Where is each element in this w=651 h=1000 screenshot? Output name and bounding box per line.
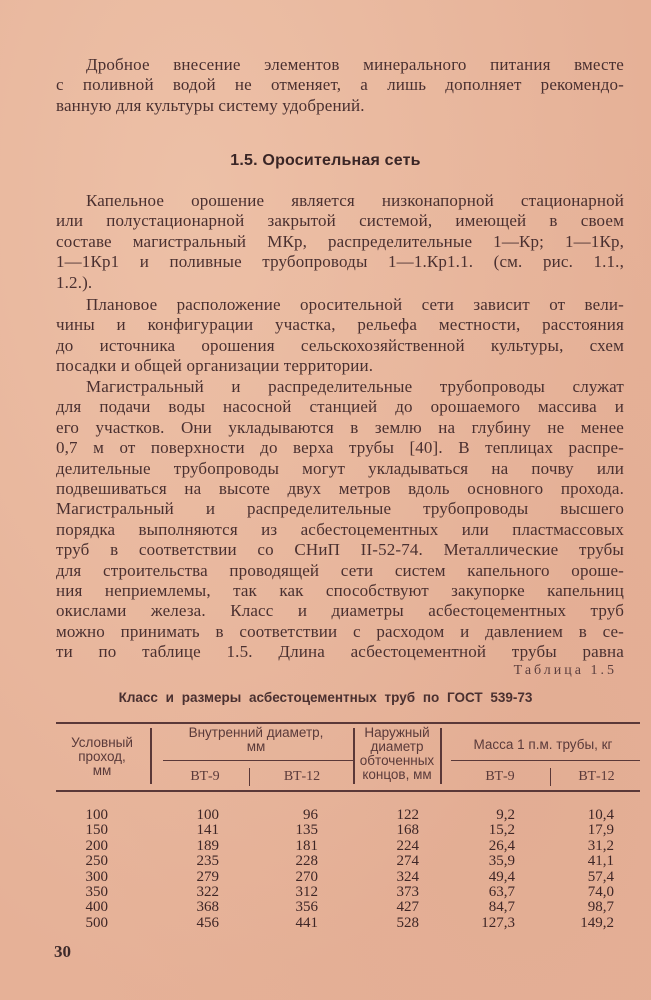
- text-line: ния неприемлемы, так как способствуют закупорке капельниц: [56, 581, 624, 601]
- header-line: проход,: [78, 749, 126, 764]
- text-line: подвешиваться на высоте двух метров вдоль основного прохода.: [56, 479, 624, 499]
- table-cell: 373: [396, 884, 419, 900]
- table-cell: 63,7: [488, 884, 515, 900]
- paragraph-fertilizer: [56, 55, 624, 116]
- text-line: чины и конфигурации участка, рельефа местности, расстояния: [56, 315, 624, 335]
- text-line: Дробное внесение элементов минерального питания вместе: [86, 55, 624, 74]
- paragraph-drip-irrigation: [56, 191, 624, 293]
- paragraph-layout: [56, 295, 624, 377]
- text-line: Капельное орошение является низконапорной стационарной: [86, 191, 624, 210]
- table-cell: 100: [85, 807, 108, 823]
- text-line: до источника орошения сельскохозяйственной культуры, схем: [56, 335, 624, 355]
- table-cell: 17,9: [587, 822, 614, 839]
- header-outer-diameter: [354, 726, 440, 782]
- text-line: можно принимать в соответствии с расходом и давлением в се-: [56, 621, 624, 641]
- table-title: Класс и размеры асбестоцементных труб по ГОСТ 539-73: [118, 690, 533, 705]
- table-cell: 200: [85, 837, 108, 854]
- table-cell: 456: [196, 914, 219, 931]
- table-cell: 250: [85, 853, 108, 870]
- table-cell: 427: [396, 899, 419, 916]
- table-cell: 270: [295, 868, 318, 885]
- text-line: окислами железа. Класс и диаметры асбестоцементных труб: [56, 601, 624, 621]
- table-cell: 322: [196, 884, 219, 900]
- column-divider: [249, 768, 250, 786]
- text-line: с поливной водой не отменяет, а лишь дополняет рекомендо-: [56, 75, 624, 95]
- text-line: 1—1Кр1 и поливные трубопроводы 1—1.Кр1.1. (см. рис. 1.1.,: [56, 252, 624, 272]
- text-line: ванную для культуры систему удобрений.: [56, 95, 365, 115]
- table-cell: 350: [85, 884, 108, 900]
- header-inner-bt12: ВТ-12: [283, 769, 321, 784]
- table-cell: 168: [396, 822, 419, 839]
- table-header-rule: [56, 790, 640, 792]
- header-line: мм: [92, 763, 112, 778]
- text-line: Магистральный и распределительные трубопроводы служат: [86, 377, 624, 396]
- text-line: 1.2.).: [56, 272, 93, 292]
- table-cell: 235: [196, 853, 219, 870]
- table-cell: 49,4: [488, 868, 515, 885]
- table-cell: 96: [303, 807, 318, 823]
- paragraph-pipelines: [56, 377, 624, 663]
- inner-diameter-subrule: [163, 760, 353, 761]
- header-line: Внутренний диаметр,: [188, 725, 324, 740]
- table-cell: 98,7: [587, 899, 614, 916]
- header-inner-bt9: ВТ-9: [190, 769, 220, 784]
- header-mass-bt9: ВТ-9: [485, 769, 515, 784]
- table-cell: 100: [196, 807, 219, 823]
- table-cell: 141: [196, 822, 219, 839]
- header-inner-diameter: [156, 726, 356, 754]
- table-cell: 274: [396, 853, 419, 870]
- table-cell: 41,1: [587, 853, 614, 870]
- table-label: Таблица 1.5: [513, 663, 617, 678]
- table-cell: 181: [295, 837, 318, 854]
- text-line: труб в соответствии со СНиП II-52-74. Металлические трубы: [56, 540, 624, 560]
- table-cell: 356: [295, 899, 318, 916]
- section-title: 1.5. Оросительная сеть: [230, 152, 421, 169]
- text-line: составе магистральный МКр, распределительные 1—Кр; 1—1Кр,: [56, 231, 624, 251]
- table-cell: 324: [396, 868, 419, 885]
- table-cell: 15,2: [488, 822, 515, 839]
- table-cell: 368: [196, 899, 219, 916]
- text-line: его участков. Они укладываются в землю на глубину не менее: [56, 417, 624, 437]
- table-cell: 35,9: [488, 853, 515, 870]
- text-line: Плановое расположение оросительной сети зависит от вели-: [86, 295, 624, 314]
- mass-subrule: [451, 760, 640, 761]
- header-mass: Масса 1 п.м. трубы, кг: [473, 737, 613, 752]
- table-cell: 300: [85, 868, 108, 885]
- header-line: обточенных: [359, 753, 435, 768]
- table-cell: 500: [85, 914, 108, 931]
- header-line: мм: [246, 739, 266, 754]
- table-cell: 400: [85, 899, 108, 916]
- text-line: делительные трубопроводы могут укладываться на почву или: [56, 458, 624, 478]
- text-line: 0,7 м от поверхности до верха трубы [40]. В теплицах распре-: [56, 438, 624, 458]
- header-mass-bt12: ВТ-12: [578, 769, 615, 784]
- column-divider: [440, 728, 442, 784]
- table-cell: 189: [196, 837, 219, 854]
- table-cell: 150: [85, 822, 108, 839]
- text-line: Магистральный и распределительные трубопроводы высшего: [56, 499, 624, 519]
- header-nominal-size: [56, 736, 148, 778]
- table-cell: 9,2: [496, 807, 515, 823]
- table-cell: 84,7: [488, 899, 515, 916]
- table-cell: 31,2: [587, 837, 614, 854]
- table-cell: 528: [396, 914, 419, 931]
- table-top-rule: [56, 722, 640, 724]
- table-cell: 122: [396, 807, 419, 823]
- table-cell: 135: [295, 822, 318, 839]
- page-number: 30: [54, 942, 71, 961]
- table-cell: 279: [196, 868, 219, 885]
- header-line: Условный: [71, 735, 133, 750]
- header-line: концов, мм: [362, 767, 432, 782]
- table-cell: 149,2: [580, 914, 614, 931]
- text-line: посадки и общей организации территории.: [56, 356, 374, 376]
- header-line: диаметр: [370, 739, 424, 754]
- table-cell: 224: [396, 837, 419, 854]
- text-line: ти по таблице 1.5. Длина асбестоцементной трубы равна: [56, 642, 624, 662]
- header-line: Наружный: [364, 725, 430, 740]
- table-cell: 74,0: [587, 884, 614, 900]
- table-cell: 127,3: [481, 914, 515, 931]
- text-line: порядка выполняются из асбестоцементных или пластмассовых: [56, 519, 624, 539]
- table-cell: 441: [295, 914, 318, 931]
- table-cell: 26,4: [488, 837, 515, 854]
- text-line: для подачи воды насосной станцией до орошаемого массива и: [56, 397, 624, 417]
- text-line: или полустационарной закрытой системой, имеющей в своем: [56, 211, 624, 231]
- table-cell: 57,4: [587, 868, 614, 885]
- table-cell: 312: [295, 884, 318, 900]
- table-cell: 228: [295, 853, 318, 870]
- column-divider: [150, 728, 152, 784]
- table-cell: 10,4: [587, 807, 614, 823]
- column-divider: [550, 768, 551, 786]
- text-line: для строительства проводящей сети систем капельного ороше-: [56, 560, 624, 580]
